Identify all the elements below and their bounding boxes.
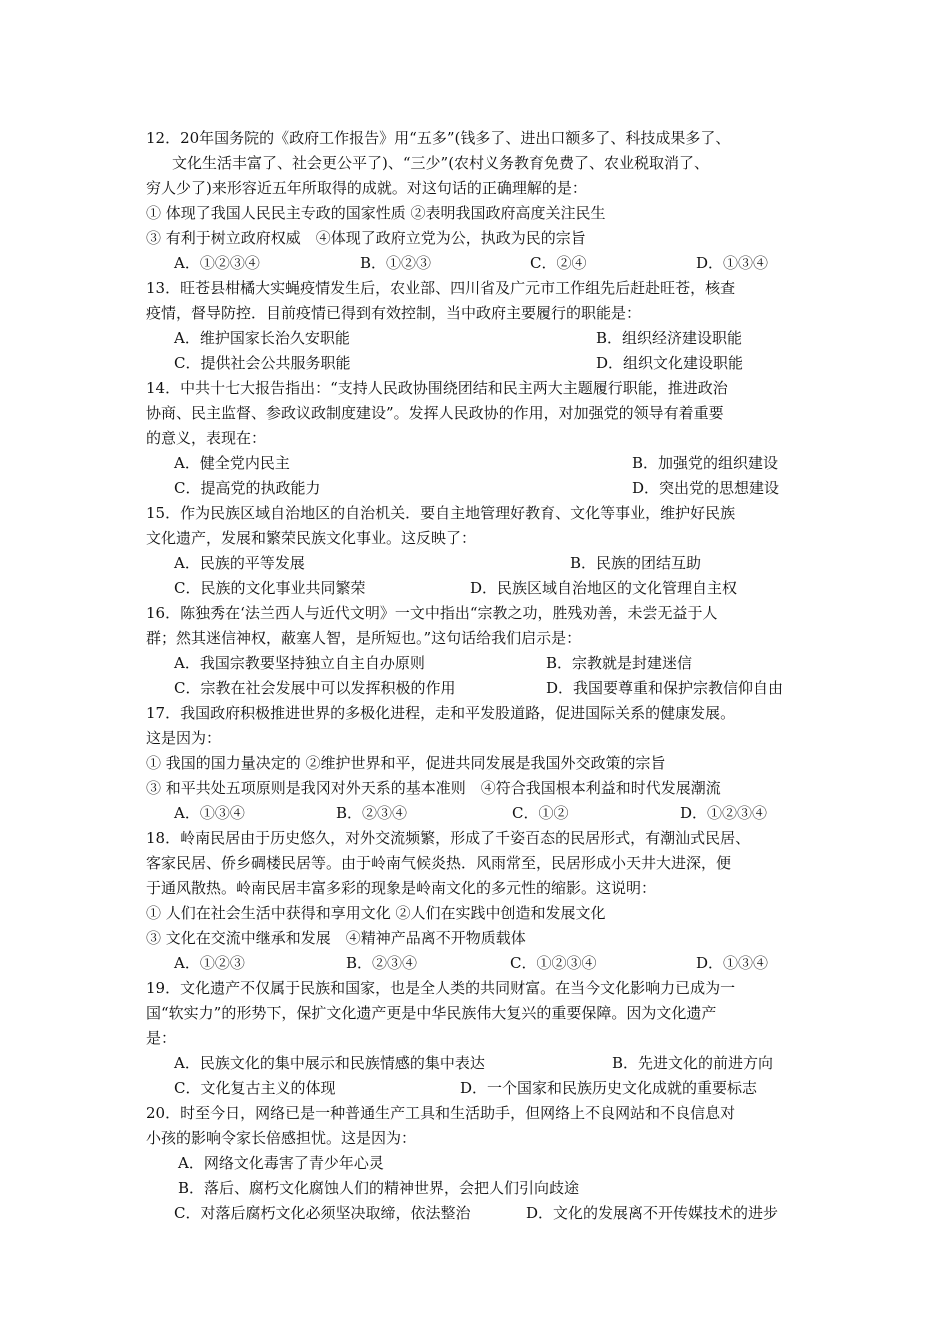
q20-option-b: B．落后、腐朽文化腐蚀人们的精神世界，会把人们引向歧途 [178, 1179, 580, 1197]
q17-option-a: A．①③④ [174, 804, 245, 822]
q18-option-b: B．②③④ [346, 954, 418, 972]
q12-option-d: D．①③④ [696, 254, 769, 272]
q18-option-a: A．①②③ [174, 954, 245, 972]
q15-option-c: C．民族的文化事业共同繁荣 [174, 579, 366, 597]
q14-option-c: C．提高党的执政能力 [174, 479, 321, 497]
q18-stem-3: 于通风散热。岭南民居丰富多彩的现象是岭南文化的多元性的缩影。这说明： [146, 879, 657, 897]
q18-option-d: D．①③④ [696, 954, 769, 972]
q16-option-d: D．我国要尊重和保护宗教信仰自由 [546, 679, 784, 697]
q14-stem-3: 的意义，表现在： [146, 429, 267, 447]
q13-option-b: B．组织经济建设职能 [596, 329, 743, 347]
q12-statement-1: ① 体现了我国人民民主专政的国家性质 ②表明我国政府高度关注民生 [146, 204, 606, 222]
q13-stem-1: 13．旺苍县柑橘大实蝇疫情发生后，农业部、四川省及广元市工作组先后赶赴旺苍，核查 [146, 279, 736, 297]
q15-stem-2: 文化遗产，发展和繁荣民族文化事业。这反映了： [146, 529, 477, 547]
q17-stem-1: 17．我国政府积极推进世界的多极化进程，走和平发股道路，促进国际关系的健康发展。 [146, 704, 736, 722]
q16-option-b: B．宗教就是封建迷信 [546, 654, 693, 672]
q14-option-a: A．健全党内民主 [174, 454, 290, 472]
q12-stem-1: 12．20年国务院的《政府工作报告》用“五多”(钱多了、进出口额多了、科技成果多了、 [146, 129, 731, 147]
q17-option-c: C．①② [512, 804, 569, 822]
q16-option-c: C．宗教在社会发展中可以发挥积极的作用 [174, 679, 456, 697]
q13-option-c: C．提供社会公共服务职能 [174, 354, 351, 372]
q17-option-d: D．①②③④ [680, 804, 768, 822]
q15-option-a: A．民族的平等发展 [174, 554, 305, 572]
q13-stem-2: 疫情，督导防控．目前疫情已得到有效控制，当中政府主要履行的职能是： [146, 304, 642, 322]
q14-option-d: D．突出党的思想建设 [632, 479, 780, 497]
q20-option-d: D．文化的发展离不开传媒技术的进步 [526, 1204, 779, 1222]
q15-option-d: D．民族区域自治地区的文化管理自主权 [470, 579, 738, 597]
q19-stem-2: 国“软实力”的形势下，保扩文化遗产更是中华民族伟大复兴的重要保障。因为文化遗产 [146, 1004, 717, 1022]
q20-stem-2: 小孩的影响令家长倍感担忧。这是因为： [146, 1129, 417, 1147]
q18-stem-2: 客家民居、侨乡碉楼民居等。由于岭南气候炎热．风雨常至，民居形成小天井大进深，便 [146, 854, 732, 872]
q12-option-b: B．①②③ [360, 254, 432, 272]
q12-stem-2: 文化生活丰富了、社会更公平了)、“三少”(农村义务教育免费了、农业税取消了、 [172, 154, 710, 172]
q19-option-d: D．一个国家和民族历史文化成就的重要标志 [460, 1079, 758, 1097]
q18-stem-1: 18．岭南民居由于历史悠久，对外交流频繁，形成了千姿百态的民居形式，有潮汕式民居、 [146, 829, 751, 847]
q14-stem-1: 14．中共十七大报告指出：“支持人民政协围绕团结和民主两大主题履行职能，推进政治 [146, 379, 728, 397]
q17-option-b: B．②③④ [336, 804, 408, 822]
q20-option-a: A．网络文化毒害了青少年心灵 [178, 1154, 384, 1172]
q15-stem-1: 15．作为民族区域自治地区的自治机关．要自主地管理好教育、文化等事业，维护好民族 [146, 504, 736, 522]
q20-stem-1: 20．时至今日，网络已是一种普通生产工具和生活助手，但网络上不良网站和不良信息对 [146, 1104, 736, 1122]
q15-option-b: B．民族的团结互助 [570, 554, 702, 572]
q12-option-c: C．②④ [530, 254, 587, 272]
q19-stem-3: 是： [146, 1029, 177, 1047]
q18-option-c: C．①②③④ [510, 954, 597, 972]
q19-option-a: A．民族文化的集中展示和民族情感的集中表达 [174, 1054, 485, 1072]
q17-stem-2: 这是因为： [146, 729, 222, 747]
q12-option-a: A．①②③④ [174, 254, 260, 272]
q19-option-c: C．文化复古主义的体现 [174, 1079, 336, 1097]
q12-stem-3: 穷人少了)来形容近五年所取得的成就。对这句话的正确理解的是： [146, 179, 587, 197]
q17-statement-2: ③ 和平共处五项原则是我冈对外天系的基本准则 ④符合我国根本利益和时代发展潮流 [146, 779, 721, 797]
q16-stem-2: 群；然其迷信神权，蔽塞人智，是所短也。”这句话给我们启示是： [146, 629, 582, 647]
q14-stem-2: 协商、民主监督、参政议政制度建设”。发挥人民政协的作用，对加强党的领导有着重要 [146, 404, 724, 422]
q13-option-d: D．组织文化建设职能 [596, 354, 744, 372]
q12-statement-2: ③ 有利于树立政府权威 ④体现了政府立党为公，执政为民的宗旨 [146, 229, 586, 247]
q18-statement-1: ① 人们在社会生活中获得和享用文化 ②人们在实践中创造和发展文化 [146, 904, 606, 922]
q18-statement-2: ③ 文化在交流中继承和发展 ④精神产品离不开物质载体 [146, 929, 526, 947]
q20-option-c: C．对落后腐朽文化必须坚决取缔，依法整治 [174, 1204, 471, 1222]
q19-option-b: B．先进文化的前进方向 [612, 1054, 774, 1072]
q16-option-a: A．我国宗教要坚持独立自主自办原则 [174, 654, 425, 672]
q17-statement-1: ① 我国的国力量决定的 ②维护世界和平，促进共同发展是我国外交政策的宗旨 [146, 754, 666, 772]
q16-stem-1: 16．陈独秀在‘法兰西人与近代文明》一文中指出“宗教之功，胜残劝善，未尝无益于人 [146, 604, 718, 622]
q14-option-b: B．加强党的组织建设 [632, 454, 779, 472]
q13-option-a: A．维护国家长治久安职能 [174, 329, 350, 347]
q19-stem-1: 19．文化遗产不仅属于民族和国家，也是全人类的共同财富。在当今文化影响力已成为一 [146, 979, 736, 997]
